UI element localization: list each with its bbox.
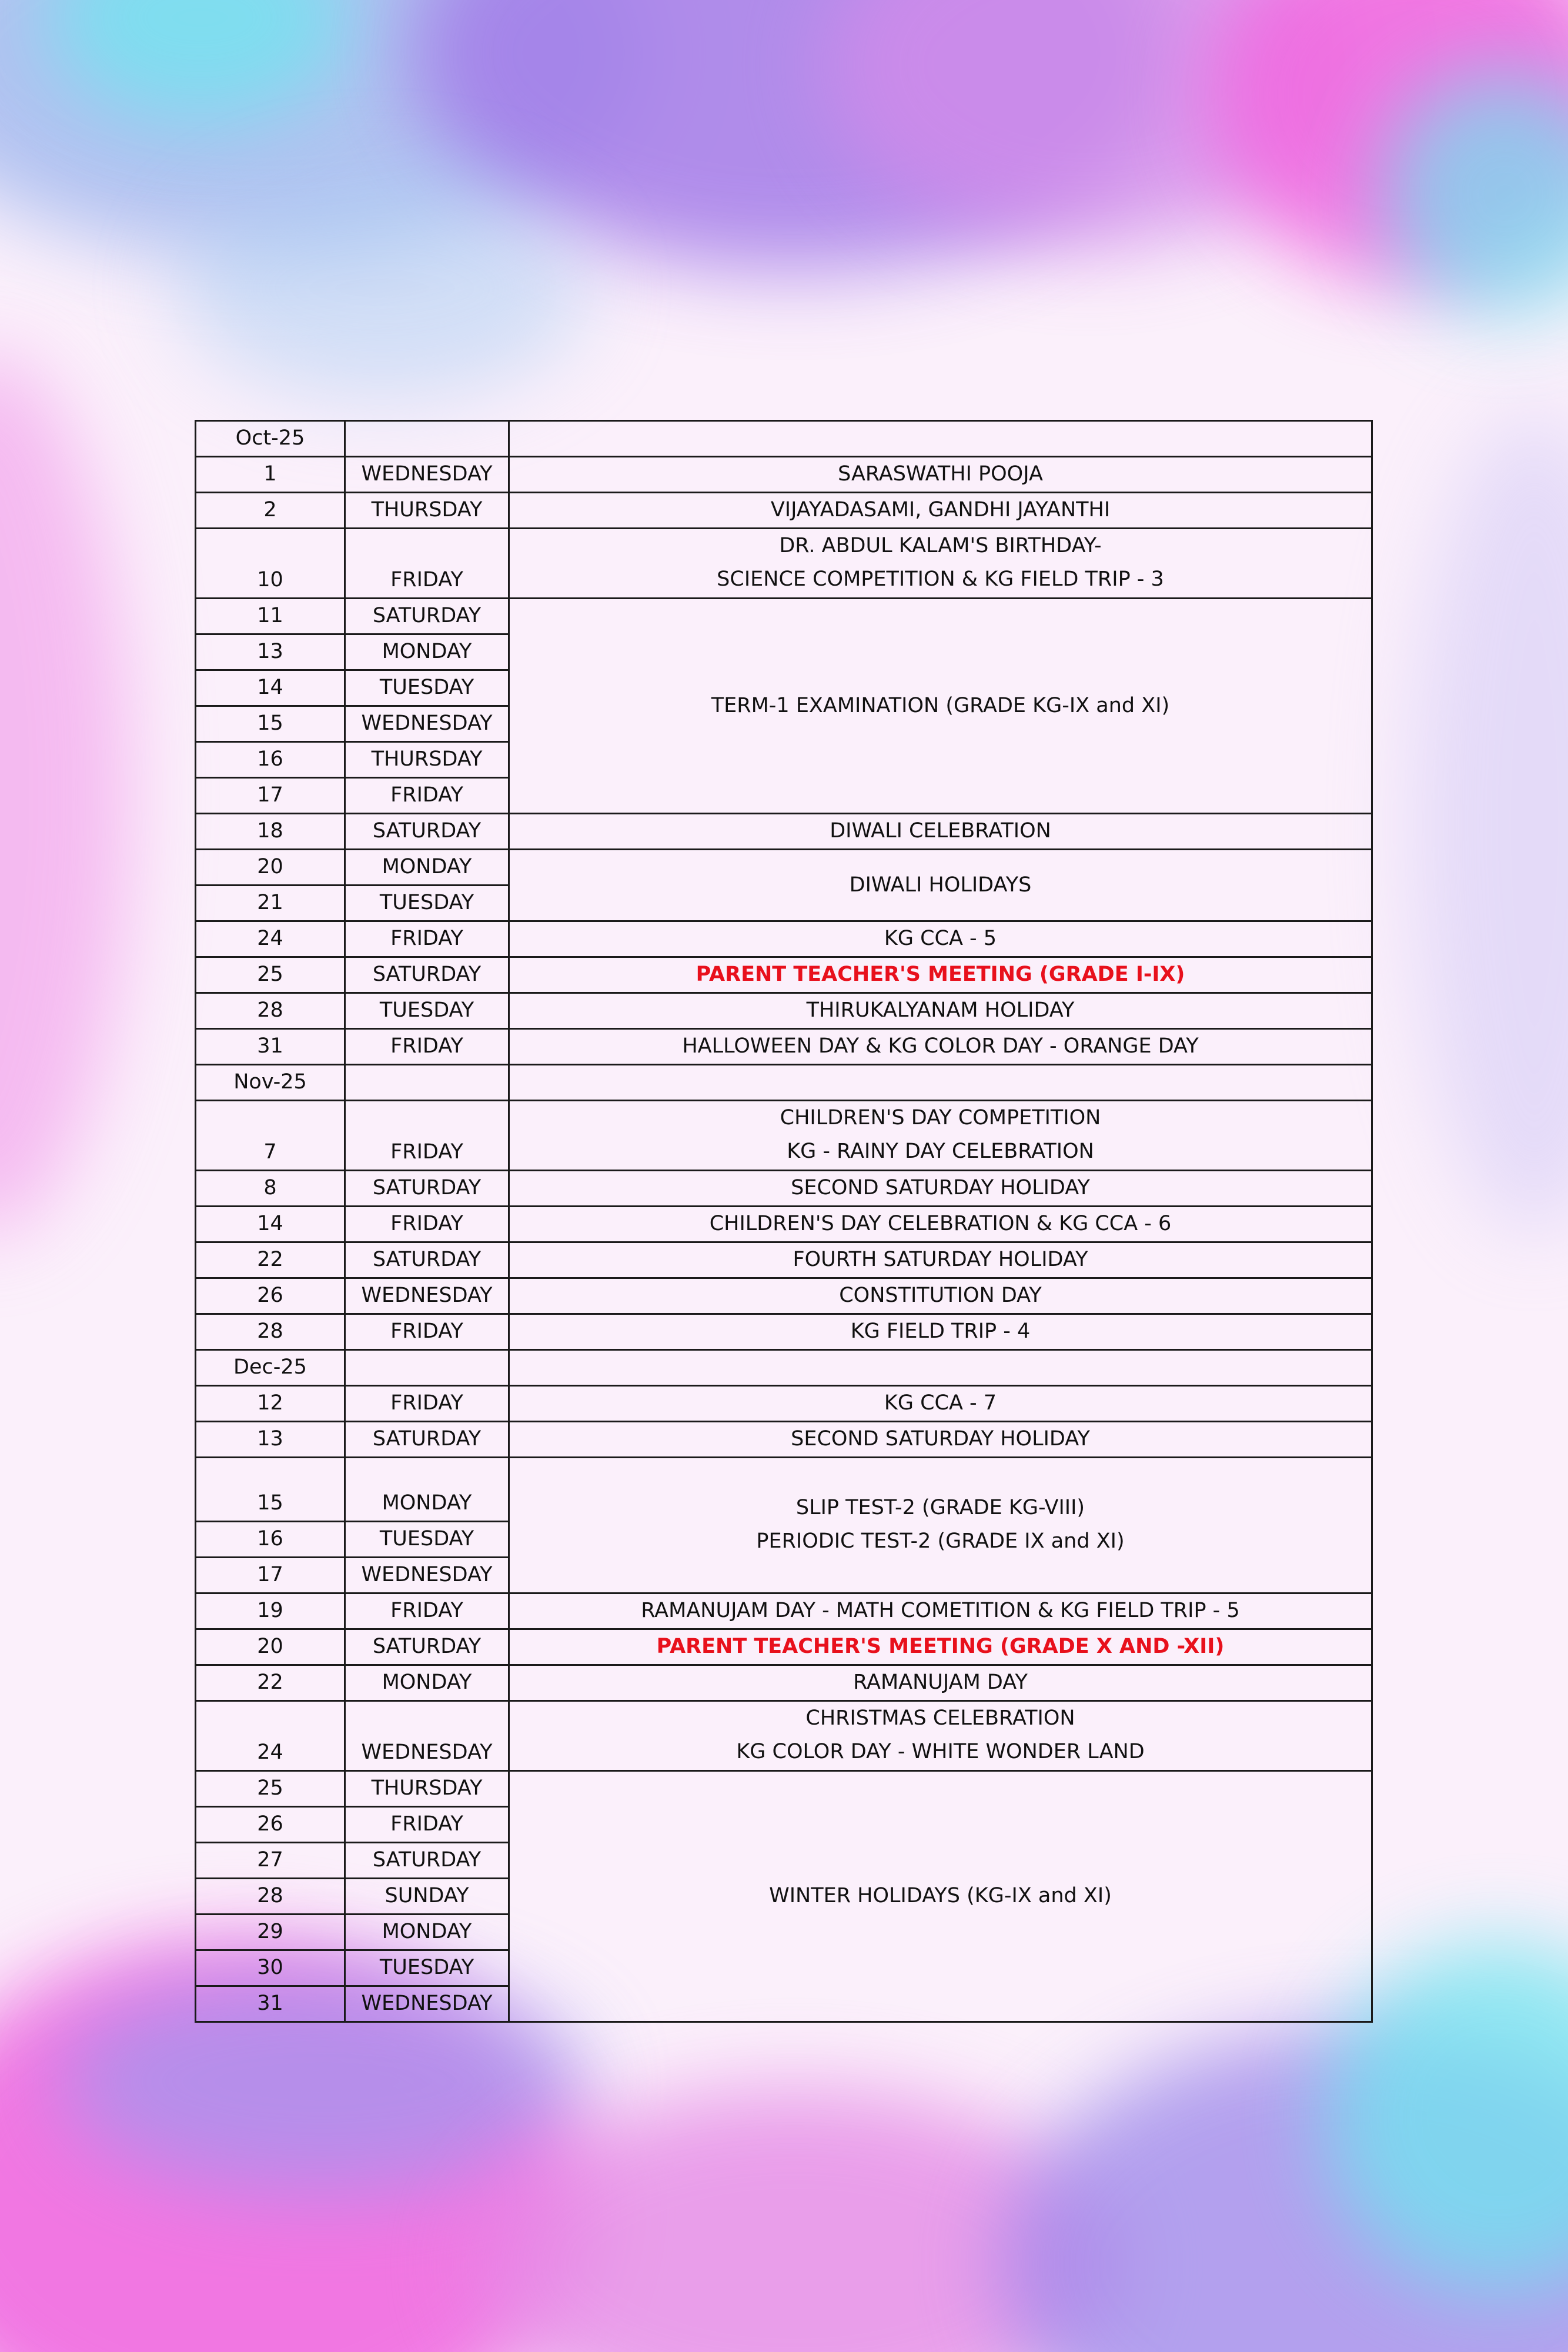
- event-line: SLIP TEST-2 (GRADE KG-VIII): [795, 1496, 1085, 1519]
- date-cell: 14: [196, 1207, 345, 1242]
- event-cell: [509, 1458, 1372, 1593]
- date-cell: 22: [196, 1242, 345, 1278]
- date-cell: Dec-25: [196, 1350, 345, 1386]
- table-row: [196, 1171, 1372, 1207]
- day-cell: [345, 1065, 509, 1101]
- table-row: [196, 493, 1372, 529]
- table-row: [196, 1207, 1372, 1242]
- day-cell: [345, 421, 509, 457]
- date-cell: 31: [196, 1986, 345, 2022]
- event-cell: TERM-1 EXAMINATION (GRADE KG-IX and XI): [509, 599, 1372, 814]
- day-cell: SATURDAY: [345, 814, 509, 850]
- table-row: [196, 1771, 1372, 1807]
- date-cell: 13: [196, 634, 345, 670]
- table-row: [196, 1629, 1372, 1665]
- day-cell: SATURDAY: [345, 957, 509, 993]
- date-cell: 24: [196, 1701, 345, 1771]
- date-cell: Nov-25: [196, 1065, 345, 1101]
- day-cell: MONDAY: [345, 1915, 509, 1950]
- event-cell: KG CCA - 7: [509, 1386, 1372, 1422]
- day-cell: MONDAY: [345, 1665, 509, 1701]
- table-row: [196, 993, 1372, 1029]
- date-cell: 25: [196, 1771, 345, 1807]
- table-row: [196, 814, 1372, 850]
- date-cell: 18: [196, 814, 345, 850]
- day-cell: TUESDAY: [345, 670, 509, 706]
- event-cell: [509, 1350, 1372, 1386]
- date-cell: 29: [196, 1915, 345, 1950]
- event-line: SCIENCE COMPETITION & KG FIELD TRIP - 3: [717, 567, 1164, 591]
- date-cell: 31: [196, 1029, 345, 1065]
- date-cell: 22: [196, 1665, 345, 1701]
- day-cell: FRIDAY: [345, 1807, 509, 1843]
- event-line: CHILDREN'S DAY COMPETITION: [780, 1106, 1101, 1130]
- calendar-table: [195, 420, 1373, 2023]
- day-cell: MONDAY: [345, 634, 509, 670]
- day-cell: WEDNESDAY: [345, 1278, 509, 1314]
- table-row: [196, 599, 1372, 634]
- date-cell: 16: [196, 742, 345, 778]
- event-cell: [509, 529, 1372, 599]
- date-cell: 12: [196, 1386, 345, 1422]
- event-line: PERIODIC TEST-2 (GRADE IX and XI): [756, 1529, 1125, 1553]
- date-cell: 11: [196, 599, 345, 634]
- date-cell: Oct-25: [196, 421, 345, 457]
- event-cell: HALLOWEEN DAY & KG COLOR DAY - ORANGE DAY: [509, 1029, 1372, 1065]
- event-cell: KG CCA - 5: [509, 921, 1372, 957]
- date-cell: 1: [196, 457, 345, 493]
- date-cell: 26: [196, 1807, 345, 1843]
- table-row: [196, 1242, 1372, 1278]
- day-cell: SATURDAY: [345, 1422, 509, 1458]
- event-cell: DIWALI HOLIDAYS: [509, 850, 1372, 921]
- day-cell: THURSDAY: [345, 742, 509, 778]
- event-line: KG COLOR DAY - WHITE WONDER LAND: [736, 1740, 1145, 1763]
- table-row: [196, 1386, 1372, 1422]
- event-line: CHRISTMAS CELEBRATION: [805, 1706, 1075, 1730]
- day-cell: MONDAY: [345, 850, 509, 886]
- table-row: [196, 1593, 1372, 1629]
- date-cell: 8: [196, 1171, 345, 1207]
- event-cell: RAMANUJAM DAY: [509, 1665, 1372, 1701]
- day-cell: SATURDAY: [345, 1242, 509, 1278]
- event-cell: SARASWATHI POOJA: [509, 457, 1372, 493]
- day-cell: FRIDAY: [345, 1314, 509, 1350]
- day-cell: SATURDAY: [345, 1629, 509, 1665]
- date-cell: 17: [196, 778, 345, 814]
- table-row: [196, 1278, 1372, 1314]
- day-cell: FRIDAY: [345, 1207, 509, 1242]
- date-cell: 25: [196, 957, 345, 993]
- event-cell: CONSTITUTION DAY: [509, 1278, 1372, 1314]
- day-cell: FRIDAY: [345, 1593, 509, 1629]
- event-cell: PARENT TEACHER'S MEETING (GRADE X AND -XII): [509, 1629, 1372, 1665]
- event-cell: RAMANUJAM DAY - MATH COMETITION & KG FIELD TRIP - 5: [509, 1593, 1372, 1629]
- day-cell: SUNDAY: [345, 1879, 509, 1915]
- day-cell: THURSDAY: [345, 493, 509, 529]
- day-cell: SATURDAY: [345, 1171, 509, 1207]
- event-cell: PARENT TEACHER'S MEETING (GRADE I-IX): [509, 957, 1372, 993]
- day-cell: WEDNESDAY: [345, 706, 509, 742]
- event-cell: THIRUKALYANAM HOLIDAY: [509, 993, 1372, 1029]
- day-cell: WEDNESDAY: [345, 1986, 509, 2022]
- table-row: [196, 921, 1372, 957]
- table-row: [196, 1029, 1372, 1065]
- table-row: [196, 1350, 1372, 1386]
- day-cell: FRIDAY: [345, 778, 509, 814]
- date-cell: 17: [196, 1558, 345, 1593]
- event-cell: CHILDREN'S DAY CELEBRATION & KG CCA - 6: [509, 1207, 1372, 1242]
- date-cell: 21: [196, 886, 345, 921]
- date-cell: 27: [196, 1843, 345, 1879]
- date-cell: 15: [196, 1458, 345, 1522]
- event-line: DR. ABDUL KALAM'S BIRTHDAY-: [779, 534, 1102, 557]
- date-cell: 24: [196, 921, 345, 957]
- date-cell: 13: [196, 1422, 345, 1458]
- event-cell: VIJAYADASAMI, GANDHI JAYANTHI: [509, 493, 1372, 529]
- event-cell: [509, 1065, 1372, 1101]
- day-cell: WEDNESDAY: [345, 1701, 509, 1771]
- table-row: [196, 529, 1372, 599]
- date-cell: 15: [196, 706, 345, 742]
- date-cell: 19: [196, 1593, 345, 1629]
- table-row: [196, 1101, 1372, 1171]
- event-cell: SECOND SATURDAY HOLIDAY: [509, 1171, 1372, 1207]
- date-cell: 14: [196, 670, 345, 706]
- day-cell: FRIDAY: [345, 1029, 509, 1065]
- date-cell: 10: [196, 529, 345, 599]
- table-row: [196, 1422, 1372, 1458]
- event-cell: FOURTH SATURDAY HOLIDAY: [509, 1242, 1372, 1278]
- day-cell: MONDAY: [345, 1458, 509, 1522]
- day-cell: WEDNESDAY: [345, 457, 509, 493]
- date-cell: 20: [196, 850, 345, 886]
- date-cell: 28: [196, 993, 345, 1029]
- day-cell: SATURDAY: [345, 599, 509, 634]
- date-cell: 30: [196, 1950, 345, 1986]
- table-row: [196, 1665, 1372, 1701]
- day-cell: FRIDAY: [345, 1386, 509, 1422]
- event-cell: [509, 1101, 1372, 1171]
- date-cell: 28: [196, 1314, 345, 1350]
- table-row: [196, 957, 1372, 993]
- date-cell: 28: [196, 1879, 345, 1915]
- table-row: [196, 457, 1372, 493]
- table-row: [196, 850, 1372, 886]
- table-row: [196, 1701, 1372, 1771]
- date-cell: 26: [196, 1278, 345, 1314]
- day-cell: FRIDAY: [345, 921, 509, 957]
- day-cell: [345, 1350, 509, 1386]
- event-cell: [509, 1701, 1372, 1771]
- day-cell: THURSDAY: [345, 1771, 509, 1807]
- date-cell: 2: [196, 493, 345, 529]
- day-cell: FRIDAY: [345, 1101, 509, 1171]
- table-row: [196, 421, 1372, 457]
- day-cell: TUESDAY: [345, 1522, 509, 1558]
- day-cell: WEDNESDAY: [345, 1558, 509, 1593]
- table-row: [196, 1314, 1372, 1350]
- event-cell: KG FIELD TRIP - 4: [509, 1314, 1372, 1350]
- table-row: [196, 1065, 1372, 1101]
- day-cell: SATURDAY: [345, 1843, 509, 1879]
- day-cell: FRIDAY: [345, 529, 509, 599]
- event-cell: WINTER HOLIDAYS (KG-IX and XI): [509, 1771, 1372, 2022]
- date-cell: 16: [196, 1522, 345, 1558]
- event-cell: DIWALI CELEBRATION: [509, 814, 1372, 850]
- date-cell: 20: [196, 1629, 345, 1665]
- event-cell: [509, 421, 1372, 457]
- day-cell: TUESDAY: [345, 993, 509, 1029]
- event-line: KG - RAINY DAY CELEBRATION: [787, 1140, 1094, 1163]
- day-cell: TUESDAY: [345, 1950, 509, 1986]
- day-cell: TUESDAY: [345, 886, 509, 921]
- date-cell: 7: [196, 1101, 345, 1171]
- event-cell: SECOND SATURDAY HOLIDAY: [509, 1422, 1372, 1458]
- table-row: [196, 1458, 1372, 1522]
